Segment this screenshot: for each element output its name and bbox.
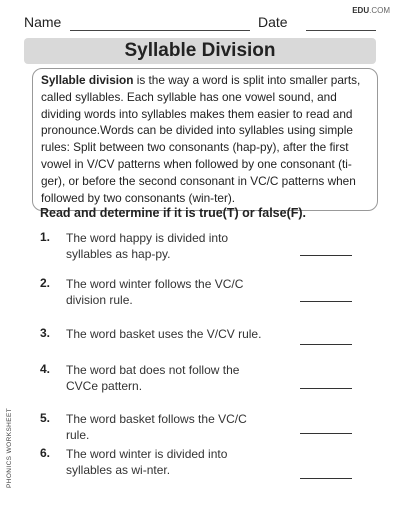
brand-logo: EDU.COM [352, 6, 390, 15]
name-line [70, 30, 250, 31]
instruction: Read and determine if it is true(T) or false(F). [40, 206, 307, 220]
intro-box [32, 68, 378, 211]
question-text: The word winter is divided into syllables as wi-nter. [66, 447, 228, 477]
answer-line-1[interactable] [300, 255, 352, 256]
question-text: The word happy is divided into syllables as hap-py. [66, 231, 229, 261]
answer-line-3[interactable] [300, 344, 352, 345]
question-text: The word basket follows the VC/C rule. [66, 412, 247, 442]
question-number: 4. [40, 362, 51, 376]
name-date-row [24, 14, 374, 34]
question-number: 6. [40, 446, 51, 460]
question-number: 3. [40, 326, 51, 340]
question-text: The word winter follows the VC/C division rule. [66, 277, 244, 307]
intro-text: is the way a word is split into smaller parts, called syllables. Each syllable has one vowel sound, and dividing words into syllables makes them easier to read and pronounce.Words can be divided into syllables using simple rules: Split between two consonants (hap-py), after the first vowel in V/CV patterns when followed by one consonant (ti-ger), or before the second consonant in VC/C patterns when followed by two consonants (win-ter). [41, 73, 361, 205]
page-title: Syllable Division [124, 40, 276, 61]
title-bar [24, 38, 376, 64]
question-number: 1. [40, 230, 51, 244]
name-label: Name [24, 14, 62, 30]
question-text: The word bat does not follow the CVCe pattern. [66, 363, 240, 393]
answer-line-6[interactable] [300, 478, 352, 479]
answer-line-5[interactable] [300, 433, 352, 434]
question-number: 5. [40, 411, 51, 425]
intro-term: Syllable division [41, 73, 134, 87]
date-line [306, 30, 376, 31]
question-number: 2. [40, 276, 51, 290]
question-text: The word basket uses the V/CV rule. [66, 327, 262, 341]
answer-line-4[interactable] [300, 388, 352, 389]
answer-line-2[interactable] [300, 301, 352, 302]
side-label: PHONICS WORKSHEET [6, 407, 13, 488]
date-label: Date [258, 14, 288, 30]
